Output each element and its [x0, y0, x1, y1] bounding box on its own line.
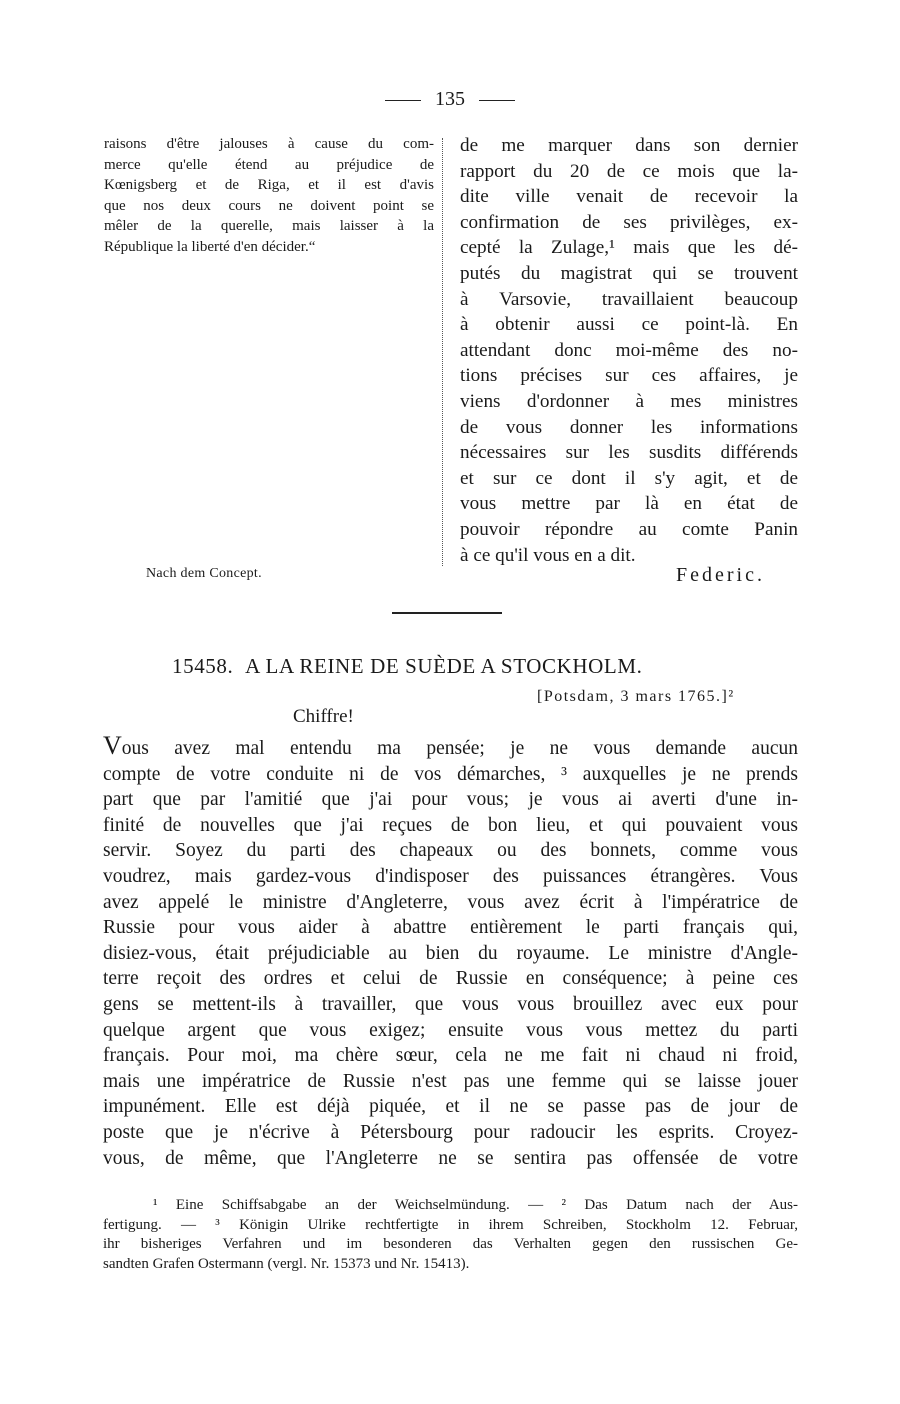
section-rule	[392, 612, 502, 614]
body-line: disiez-vous, était préjudiciable au bien du royaume. Le ministre d'Angle-	[103, 942, 798, 964]
body-line: français. Pour moi, ma chère sœur, cela ne me fait ni chaud ni froid,	[103, 1045, 798, 1067]
body-line: mais une impératrice de Russie n'est pas une femme qui se laisse jouer	[103, 1070, 798, 1092]
right-column-line: tions précises sur ces affaires, je	[460, 365, 798, 387]
body-line: Vous avez mal entendu ma pensée; je ne vous demande aucun	[103, 731, 798, 760]
body-line: quelque argent que vous exigez; ensuite vous vous mettez du parti	[103, 1019, 798, 1041]
footnotes	[103, 1196, 798, 1274]
right-column-line: de vous donner les informations	[460, 416, 798, 438]
page-number-dash-right	[479, 100, 515, 101]
right-column-line: dite ville venait de recevoir la	[460, 186, 798, 208]
right-column-line: confirmation de ses privilèges, ex-	[460, 211, 798, 233]
body-line: voudrez, mais gardez-vous d'indisposer des puissances étrangères. Vous	[103, 865, 798, 887]
body-line: poste que je n'écrive à Pétersbourg pour radoucir les esprits. Croyez-	[103, 1121, 798, 1143]
body-line: vous, de même, que l'Angleterre ne se sentira pas offensée de votre	[103, 1147, 798, 1169]
right-column-line: à Varsovie, travaillaient beaucoup	[460, 288, 798, 310]
right-column-line: nécessaires sur les susdits différends	[460, 442, 798, 464]
left-column-line: République la liberté d'en décider.“	[104, 238, 316, 255]
page-number	[0, 88, 900, 111]
letter-body	[103, 733, 798, 1171]
footnote-line: ihr bisheriges Verfahren und im besonderen das Verhalten gegen den russischen Ge-	[103, 1236, 798, 1252]
left-column-line: raisons d'être jalouses à cause du com-	[104, 136, 434, 152]
signature: Federic.	[676, 564, 765, 586]
dateline: [Potsdam, 3 mars 1765.]²	[537, 688, 735, 705]
left-column-line: merce qu'elle étend au préjudice de	[104, 156, 434, 173]
right-column-text	[460, 133, 798, 568]
page-number-dash-left	[385, 100, 421, 101]
source-note: Nach dem Concept.	[146, 566, 262, 581]
body-line: compte de votre conduite ni de vos démarches, ³ auxquelles je ne prends	[103, 763, 798, 785]
right-column-line: cepté la Zulage,¹ mais que les dé-	[460, 237, 798, 259]
footnote-line: ¹ Eine Schiffsabgabe an der Weichselmündung. — ² Das Datum nach der Aus-	[153, 1197, 798, 1213]
right-column-line: pouvoir répondre au comte Panin	[460, 518, 798, 540]
right-column-line: vous mettre par là en état de	[460, 493, 798, 515]
body-line: part que par l'amitié que j'ai pour vous; je vous ai averti d'une in-	[103, 789, 798, 811]
right-column-line: à obtenir aussi ce point-là. En	[460, 314, 798, 336]
document-title: A LA REINE DE SUÈDE A STOCKHOLM.	[245, 654, 643, 678]
right-column-line: putés du magistrat qui se trouvent	[460, 262, 798, 284]
footnote-line: fertigung. — ³ Königin Ulrike rechtfertigte in ihrem Schreiben, Stockholm 12. Februar,	[103, 1216, 798, 1233]
document-heading	[172, 654, 642, 679]
body-line: terre reçoit des ordres et celui de Russie en conséquence; à peine ces	[103, 968, 798, 990]
right-column-line: rapport du 20 de ce mois que la-	[460, 160, 798, 182]
column-divider	[442, 138, 443, 566]
body-line: impunément. Elle est déjà piquée, et il ne se passe pas de jour de	[103, 1096, 798, 1118]
document-number: 15458.	[172, 654, 234, 678]
right-column-line: viens d'ordonner à mes ministres	[460, 390, 798, 412]
body-line: Russie pour vous aider à abattre entièrement le parti français qui,	[103, 917, 798, 939]
body-line: avez appelé le ministre d'Angleterre, vous avez écrit à l'impératrice de	[103, 891, 798, 913]
chiffre-label: Chiffre!	[293, 706, 354, 727]
right-column-line: de me marquer dans son dernier	[460, 135, 798, 156]
left-column-line: mêler de la querelle, mais laisser à la	[104, 218, 434, 234]
page-number-text: 135	[435, 88, 465, 110]
right-column-line: attendant donc moi-même des no-	[460, 339, 798, 361]
body-line: gens se mettent-ils à travailler, que vous vous brouillez avec eux pour	[103, 993, 798, 1015]
left-column-line: que nos deux cours ne doivent point se	[104, 197, 434, 214]
right-column-line: et sur ce dont il s'y agit, et de	[460, 467, 798, 489]
right-column-line: à ce qu'il vous en a dit.	[460, 544, 636, 566]
body-line: finité de nouvelles que j'ai reçues de bon lieu, et qui pouvaient vous	[103, 814, 798, 836]
footnote-line: sandten Grafen Ostermann (vergl. Nr. 15373 und Nr. 15413).	[103, 1255, 470, 1272]
left-column-text	[104, 134, 434, 257]
left-column-line: Kœnigsberg et de Riga, et il est d'avis	[104, 177, 434, 193]
body-line: servir. Soyez du parti des chapeaux ou des bonnets, comme vous	[103, 840, 798, 862]
